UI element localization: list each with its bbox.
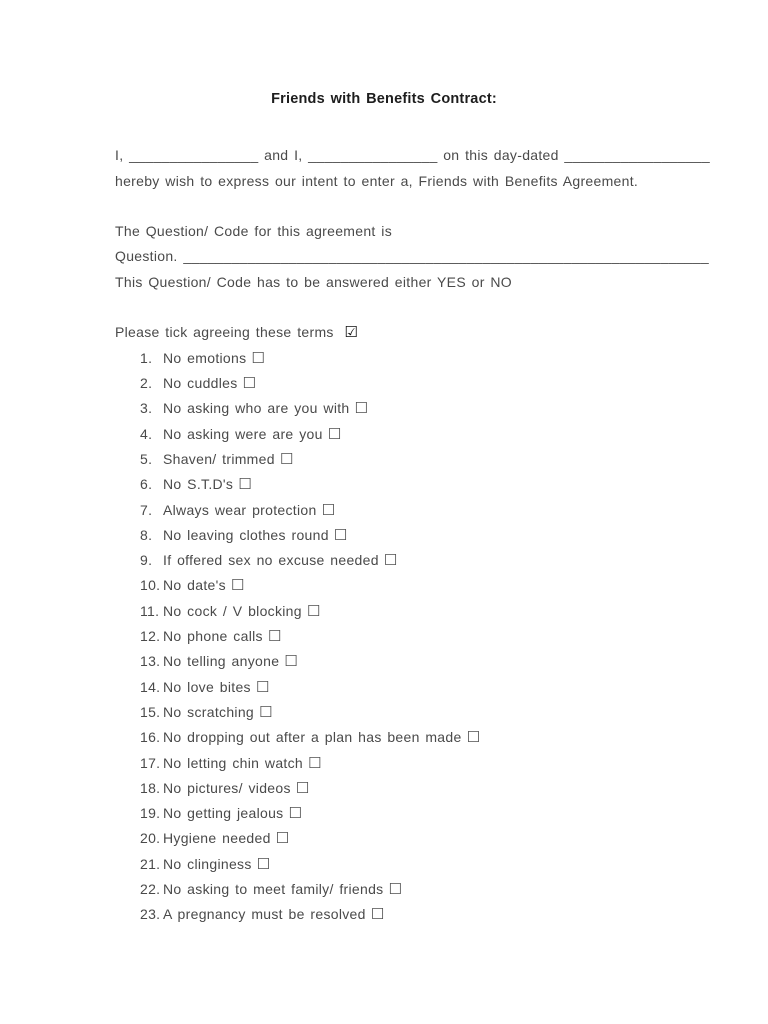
question-paragraph [115, 219, 709, 296]
term-item [140, 776, 698, 801]
term-label: No telling anyone [163, 653, 280, 670]
checkbox-unchecked-icon[interactable]: ☐ [466, 728, 481, 747]
term-item [140, 801, 698, 826]
term-label: No getting jealous [163, 805, 284, 822]
document-title: Friends with Benefits Contract: [271, 91, 497, 107]
term-number: 18. [140, 779, 161, 796]
checkbox-unchecked-icon[interactable]: ☐ [267, 627, 282, 646]
checkbox-checked-icon[interactable]: ☑ [344, 322, 359, 341]
term-number: 15. [140, 703, 161, 720]
term-item [140, 346, 698, 371]
checkbox-unchecked-icon[interactable]: ☐ [242, 374, 257, 393]
term-number: 11. [140, 602, 160, 619]
document-body [115, 143, 710, 928]
checkbox-unchecked-icon[interactable]: ☐ [259, 702, 273, 721]
term-item [140, 852, 698, 877]
term-number: 5. [140, 450, 153, 467]
term-item [140, 700, 698, 725]
term-item [140, 523, 698, 548]
term-label: No S.T.D's [163, 476, 234, 493]
term-item [140, 725, 698, 750]
checkbox-unchecked-icon[interactable]: ☐ [354, 399, 369, 418]
term-item [140, 902, 698, 927]
term-label: No letting chin watch [163, 754, 303, 771]
term-label: If offered sex no excuse needed [163, 552, 379, 569]
term-item [140, 751, 698, 776]
term-number: 1. [140, 349, 153, 366]
checkbox-unchecked-icon[interactable]: ☐ [275, 829, 290, 848]
term-label: No leaving clothes round [163, 526, 329, 543]
term-number: 8. [140, 526, 153, 543]
term-number: 21. [140, 855, 161, 872]
checkbox-unchecked-icon[interactable]: ☐ [327, 424, 342, 443]
term-item [140, 548, 698, 573]
term-item [140, 396, 698, 421]
term-item [140, 877, 698, 902]
term-item [140, 599, 698, 624]
term-label: A pregnancy must be resolved [163, 906, 366, 923]
term-number: 19. [140, 805, 161, 822]
term-number: 23. [140, 906, 161, 923]
term-number: 3. [140, 400, 153, 417]
term-label: No pictures/ videos [163, 779, 291, 796]
term-number: 10. [140, 577, 161, 594]
checkbox-unchecked-icon[interactable]: ☐ [295, 778, 310, 797]
term-label: No clinginess [163, 855, 252, 872]
term-label: No asking who are you with [163, 400, 350, 417]
checkbox-unchecked-icon[interactable]: ☐ [333, 525, 348, 544]
question-line-1: The Question/ Code for this agreement is [115, 222, 393, 239]
checkbox-unchecked-icon[interactable]: ☐ [388, 880, 403, 899]
term-label: No emotions [163, 349, 247, 366]
checkbox-unchecked-icon[interactable]: ☐ [238, 475, 252, 494]
checkbox-unchecked-icon[interactable]: ☐ [307, 753, 322, 772]
checkbox-unchecked-icon[interactable]: ☐ [251, 348, 266, 367]
checkbox-unchecked-icon[interactable]: ☐ [255, 677, 270, 696]
checkbox-unchecked-icon[interactable]: ☐ [288, 804, 303, 823]
term-item [140, 573, 698, 598]
checkbox-unchecked-icon[interactable]: ☐ [230, 576, 245, 595]
term-number: 9. [140, 552, 153, 569]
term-label: No cuddles [163, 375, 238, 392]
term-label: No scratching [163, 703, 254, 720]
term-label: No asking to meet family/ friends [163, 881, 384, 898]
term-number: 2. [140, 375, 153, 392]
term-number: 12. [140, 628, 161, 645]
checkbox-unchecked-icon[interactable]: ☐ [256, 854, 271, 873]
tick-prompt-text: Please tick agreeing these terms [115, 323, 334, 340]
term-number: 14. [140, 678, 161, 695]
term-number: 7. [140, 501, 153, 518]
term-item [140, 422, 698, 447]
term-label: Always wear protection [163, 501, 317, 518]
term-number: 20. [140, 830, 161, 847]
term-item [140, 826, 698, 851]
term-label: No love bites [163, 678, 251, 695]
term-number: 13. [140, 653, 161, 670]
checkbox-unchecked-icon[interactable]: ☐ [306, 601, 321, 620]
intro-line-1: I, ________________ and I, ________________ on this day-dated __________________ [115, 147, 710, 163]
term-number: 4. [140, 425, 153, 442]
term-item [140, 624, 698, 649]
checkbox-unchecked-icon[interactable]: ☐ [370, 905, 385, 924]
term-item [140, 447, 698, 472]
term-label: Shaven/ trimmed [163, 450, 275, 467]
question-code-blank: Question. _________________________________________________________________ [115, 248, 709, 265]
checkbox-unchecked-icon[interactable]: ☐ [383, 551, 398, 570]
term-item [140, 498, 698, 523]
checkbox-unchecked-icon[interactable]: ☐ [321, 500, 336, 519]
term-item [140, 675, 698, 700]
term-number: 17. [140, 754, 161, 771]
term-number: 22. [140, 881, 161, 898]
term-item [140, 649, 698, 674]
term-label: No cock / V blocking [163, 602, 302, 619]
term-label: No dropping out after a plan has been made [163, 729, 462, 746]
term-label: No phone calls [163, 628, 263, 645]
intro-line-2: hereby wish to express our intent to enter a, Friends with Benefits Agreement. [115, 172, 639, 189]
terms-list [115, 346, 698, 928]
term-label: No date's [163, 577, 226, 594]
term-item [140, 472, 698, 497]
term-item [140, 371, 698, 396]
checkbox-unchecked-icon[interactable]: ☐ [284, 652, 299, 671]
tick-prompt-line [115, 320, 698, 346]
question-line-3: This Question/ Code has to be answered either YES or NO [115, 274, 512, 291]
intro-paragraph [115, 143, 710, 195]
term-label: Hygiene needed [163, 830, 271, 847]
term-number: 16. [140, 729, 161, 746]
checkbox-unchecked-icon[interactable]: ☐ [279, 449, 294, 468]
term-number: 6. [140, 476, 153, 493]
term-label: No asking were are you [163, 425, 323, 442]
